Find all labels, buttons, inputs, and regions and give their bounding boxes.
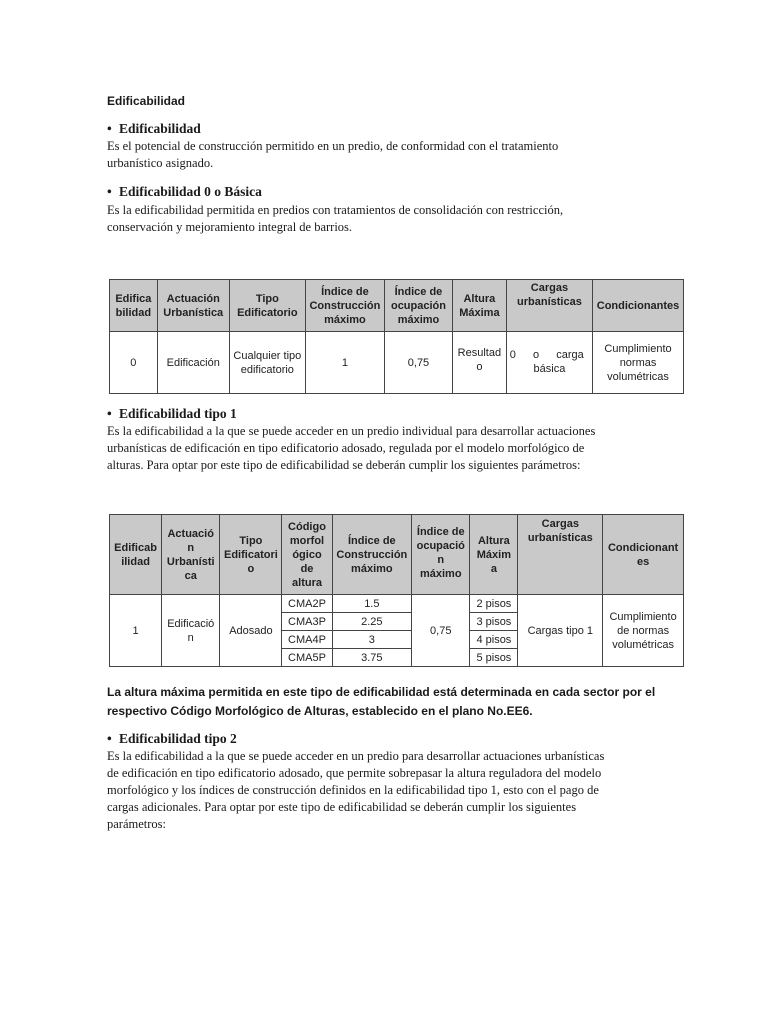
note-line: La altura máxima permitida en este tipo de edificabilidad está determinada en cada sector por el — [107, 685, 656, 699]
table-cell: 1 — [110, 595, 162, 667]
paragraph-line: urbanístico asignado. — [107, 156, 214, 170]
table-cell: Adosado — [220, 595, 282, 667]
table-cell: Cumplimiento de normas volumétricas — [603, 595, 684, 667]
paragraph-line: de edificación en tipo edificatorio adosado, que permite sobrepasar la altura reguladora del modelo — [107, 766, 602, 780]
table-cell: Resultad o — [452, 332, 506, 394]
table-header: Tipo Edificatorio — [229, 280, 305, 332]
table-header: Índice de ocupación máximo — [384, 280, 452, 332]
section-paragraph — [107, 202, 667, 236]
table-header: Actuació n Urbanísti ca — [162, 515, 220, 595]
table-cell: 2 pisos — [470, 595, 518, 613]
table-row — [110, 332, 684, 394]
page-title: Edificabilidad — [107, 94, 186, 108]
table-cell: CMA5P — [282, 649, 332, 667]
table-cell: 4 pisos — [470, 631, 518, 649]
section-heading — [107, 184, 262, 200]
section-paragraph — [107, 748, 667, 833]
section-heading — [107, 121, 201, 137]
table-header: Condicionant es — [603, 515, 684, 595]
paragraph-line: alturas. Para optar por este tipo de edificabilidad se deberán cumplir los siguientes parámetros: — [107, 458, 581, 472]
table-cell: 3.75 — [332, 649, 412, 667]
table-header: Cargas urbanísticas — [518, 515, 603, 595]
edificabilidad-1-table — [109, 514, 684, 667]
table-cell: 1.5 — [332, 595, 412, 613]
section-heading-text: Edificabilidad 0 o Básica — [119, 184, 262, 199]
table-cell: Cualquier tipo edificatorio — [229, 332, 305, 394]
table-cell: 0 o carga básica — [506, 332, 592, 394]
table-header: Altura Máxima — [452, 280, 506, 332]
paragraph-line: parámetros: — [107, 817, 167, 831]
bullet-icon: • — [107, 406, 112, 421]
edificabilidad-0-table — [109, 279, 684, 394]
section-paragraph — [107, 138, 667, 172]
section-heading-text: Edificabilidad — [119, 121, 201, 136]
table-cell: CMA2P — [282, 595, 332, 613]
table-header: Índice de Construcción máximo — [332, 515, 412, 595]
bullet-icon: • — [107, 121, 112, 136]
table-cell: 0,75 — [412, 595, 470, 667]
table-cell: 3 — [332, 631, 412, 649]
table-row — [110, 595, 684, 613]
note-line: respectivo Código Morfológico de Alturas, establecido en el plano No.EE6. — [107, 704, 533, 718]
section-paragraph — [107, 423, 667, 474]
paragraph-line: Es la edificabilidad permitida en predios con tratamientos de consolidación con restricción, — [107, 203, 564, 217]
table-header: Tipo Edificatori o — [220, 515, 282, 595]
table-cell: Cargas tipo 1 — [518, 595, 603, 667]
table-cell: 2.25 — [332, 613, 412, 631]
altura-note — [107, 683, 667, 721]
table-cell: Edificació n — [162, 595, 220, 667]
table-header: Altura Máxim a — [470, 515, 518, 595]
table-header: Edificab ilidad — [110, 515, 162, 595]
bullet-icon: • — [107, 184, 112, 199]
paragraph-line: urbanísticas de edificación en tipo edificatorio adosado, regulada por el modelo morfológico de — [107, 441, 585, 455]
table-cell: 3 pisos — [470, 613, 518, 631]
table-cell: 0,75 — [384, 332, 452, 394]
paragraph-line: Es la edificabilidad a la que se puede acceder en un predio para desarrollar actuaciones urbanísticas — [107, 749, 605, 763]
table-cell: 1 — [305, 332, 384, 394]
paragraph-line: cargas adicionales. Para optar por este tipo de edificabilidad se deberán cumplir los siguientes — [107, 800, 577, 814]
table-cell: 0 — [110, 332, 158, 394]
paragraph-line: conservación y mejoramiento integral de barrios. — [107, 220, 353, 234]
paragraph-line: Es el potencial de construcción permitido en un predio, de conformidad con el tratamiento — [107, 139, 559, 153]
table-cell: Cumplimiento normas volumétricas — [593, 332, 684, 394]
table-header: Cargas urbanísticas — [506, 280, 592, 332]
table-header: Actuación Urbanística — [157, 280, 229, 332]
section-heading — [107, 731, 237, 747]
table-header: Índice de Construcción máximo — [305, 280, 384, 332]
table-header: Índice de ocupació n máximo — [412, 515, 470, 595]
bullet-icon: • — [107, 731, 112, 746]
table-cell: CMA3P — [282, 613, 332, 631]
paragraph-line: morfológico y los índices de construcción definidos en la edificabilidad tipo 1, esto con el pago de — [107, 783, 599, 797]
table-cell: 5 pisos — [470, 649, 518, 667]
section-heading-text: Edificabilidad tipo 2 — [119, 731, 237, 746]
table-header: Edifica bilidad — [110, 280, 158, 332]
section-heading-text: Edificabilidad tipo 1 — [119, 406, 237, 421]
section-heading — [107, 406, 237, 422]
table-header: Condicionantes — [593, 280, 684, 332]
table-cell: Edificación — [157, 332, 229, 394]
table-cell: CMA4P — [282, 631, 332, 649]
paragraph-line: Es la edificabilidad a la que se puede acceder en un predio individual para desarrollar actuaciones — [107, 424, 596, 438]
table-header: Código morfol ógico de altura — [282, 515, 332, 595]
